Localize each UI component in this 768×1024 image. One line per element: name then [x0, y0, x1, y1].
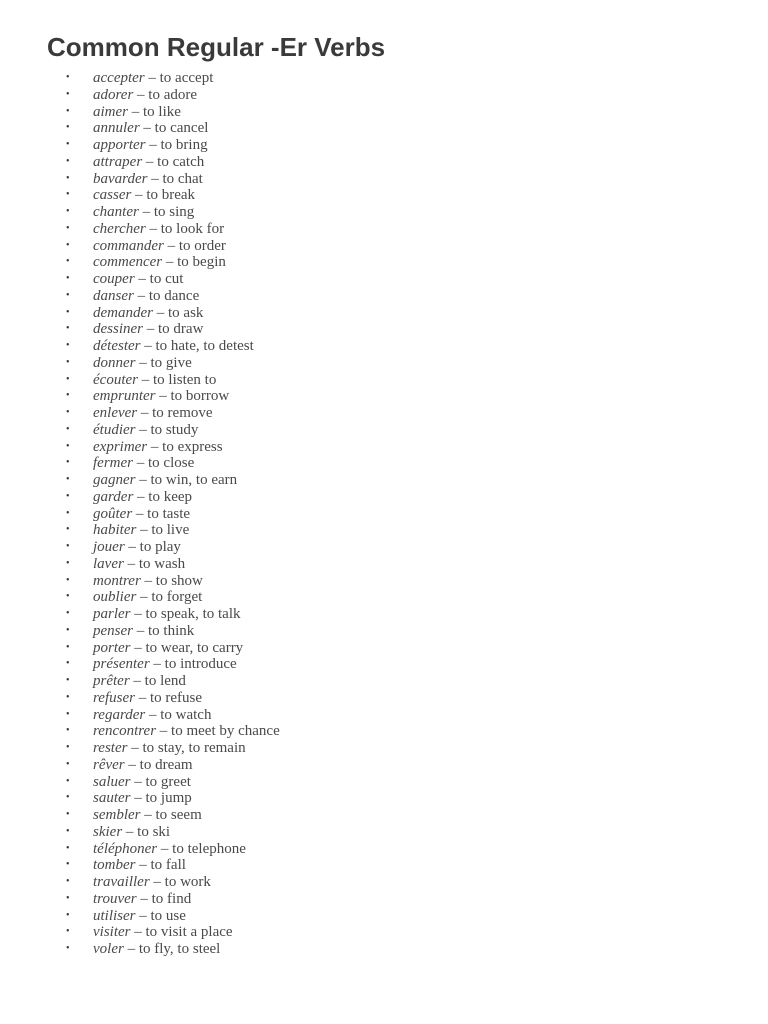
english-meaning: to borrow: [170, 388, 230, 405]
verb-entry: [93, 137, 208, 154]
bullet-icon: •: [66, 155, 70, 167]
bullet-icon: •: [66, 541, 70, 552]
verb-entry: [93, 941, 220, 958]
bullet-icon: •: [66, 122, 70, 134]
verb-entry: [93, 924, 233, 941]
english-meaning: to greet: [145, 773, 191, 790]
english-meaning: to show: [155, 572, 203, 589]
verb-entry: [93, 489, 192, 506]
english-meaning: to telephone: [172, 840, 246, 857]
french-verb: sauter: [93, 790, 131, 807]
french-verb: rêver: [93, 756, 125, 773]
verb-entry: [93, 740, 246, 757]
english-meaning: to introduce: [164, 656, 237, 673]
separator: –: [130, 606, 146, 622]
english-meaning: to wear, to carry: [145, 639, 244, 656]
english-meaning: to work: [164, 874, 211, 890]
separator: –: [133, 86, 149, 103]
separator: –: [122, 823, 138, 840]
verb-entry: [93, 338, 254, 355]
bullet-icon: •: [66, 222, 70, 234]
separator: –: [135, 354, 151, 371]
verb-entry: [93, 388, 229, 405]
verb-entry: [93, 472, 237, 489]
french-verb: rester: [93, 740, 128, 756]
bullet-icon: •: [66, 390, 70, 402]
verb-entry: [93, 254, 226, 271]
separator: –: [156, 723, 172, 740]
separator: –: [132, 505, 148, 522]
english-meaning: to listen to: [152, 371, 217, 388]
french-verb: penser: [93, 622, 133, 639]
verb-entry: [93, 87, 197, 104]
french-verb: sembler: [93, 807, 141, 823]
bullet-icon: •: [66, 340, 70, 351]
english-meaning: to look for: [160, 220, 225, 237]
english-meaning: to visit a place: [145, 924, 233, 941]
english-meaning: to study: [150, 421, 199, 438]
separator: –: [145, 137, 161, 153]
bullet-icon: •: [66, 926, 70, 938]
verb-entry: [93, 372, 216, 389]
french-verb: habiter: [93, 522, 137, 539]
french-verb: utiliser: [93, 907, 136, 924]
verb-entry: [93, 539, 181, 556]
separator: –: [136, 522, 152, 539]
verb-entry: [93, 908, 186, 925]
verb-entry: [93, 707, 211, 724]
verb-entry: [93, 221, 224, 238]
bullet-icon: •: [66, 440, 70, 452]
separator: –: [127, 740, 143, 756]
separator: –: [137, 371, 153, 388]
english-meaning: to accept: [159, 70, 214, 86]
verb-entry: [93, 120, 208, 137]
english-meaning: to express: [162, 438, 223, 455]
verb-entry: [93, 874, 211, 891]
bullet-icon: •: [66, 658, 70, 670]
french-verb: présenter: [93, 656, 150, 673]
separator: –: [128, 103, 143, 120]
english-meaning: to order: [178, 237, 226, 254]
verb-entry: [93, 790, 192, 807]
bullet-icon: •: [66, 809, 70, 820]
separator: –: [133, 287, 149, 304]
separator: –: [130, 639, 146, 656]
english-meaning: to forget: [151, 589, 203, 606]
english-meaning: to hate, to detest: [155, 338, 254, 354]
verb-entry: [93, 841, 246, 858]
french-verb: étudier: [93, 421, 136, 438]
bullet-icon: •: [66, 758, 70, 770]
bullet-icon: •: [66, 825, 70, 837]
verb-entry: [93, 455, 194, 472]
english-meaning: to ski: [137, 823, 171, 840]
separator: –: [137, 405, 153, 421]
english-meaning: to like: [143, 103, 181, 120]
verb-entry: [93, 187, 195, 204]
french-verb: gagner: [93, 472, 136, 488]
bullet-icon: •: [66, 507, 70, 519]
french-verb: regarder: [93, 706, 146, 723]
english-meaning: to find: [151, 890, 192, 907]
french-verb: annuler: [93, 120, 140, 137]
separator: –: [147, 438, 163, 455]
english-meaning: to give: [150, 354, 192, 371]
verb-entry: [93, 573, 203, 590]
french-verb: laver: [93, 555, 124, 572]
english-meaning: to draw: [158, 321, 204, 338]
bullet-icon: •: [66, 172, 70, 184]
english-meaning: to speak, to talk: [145, 606, 241, 622]
english-meaning: to jump: [145, 790, 192, 807]
verb-entry: [93, 606, 240, 623]
french-verb: voler: [93, 941, 124, 957]
english-meaning: to dream: [139, 756, 193, 773]
verb-entry: [93, 271, 183, 288]
separator: –: [140, 338, 156, 354]
separator: –: [153, 304, 168, 321]
english-meaning: to live: [151, 522, 190, 539]
french-verb: rencontrer: [93, 723, 157, 740]
french-verb: saluer: [93, 773, 131, 790]
bullet-icon: •: [66, 423, 70, 435]
english-meaning: to dance: [148, 287, 200, 304]
french-verb: donner: [93, 354, 136, 371]
french-verb: refuser: [93, 689, 135, 706]
separator: –: [134, 271, 150, 287]
french-verb: aimer: [93, 103, 128, 120]
verb-entry: [93, 589, 202, 606]
english-meaning: to win, to earn: [150, 472, 238, 488]
bullet-icon: •: [66, 239, 70, 251]
verb-entry: [93, 405, 213, 422]
verb-entry: [93, 238, 226, 255]
french-verb: téléphoner: [93, 840, 158, 857]
english-meaning: to wash: [138, 555, 186, 572]
french-verb: exprimer: [93, 438, 148, 455]
bullet-icon: •: [66, 273, 70, 284]
bullet-icon: •: [66, 557, 70, 569]
verb-entry: [93, 154, 204, 171]
english-meaning: to refuse: [149, 689, 203, 706]
verb-entry: [93, 774, 191, 791]
english-meaning: to begin: [177, 254, 226, 271]
english-meaning: to lend: [144, 673, 186, 689]
bullet-icon: •: [66, 474, 70, 485]
french-verb: visiter: [93, 924, 131, 941]
verb-entry: [93, 623, 194, 640]
english-meaning: to adore: [148, 86, 198, 103]
separator: –: [147, 170, 163, 187]
separator: –: [135, 421, 151, 438]
verb-entry: [93, 824, 170, 841]
english-meaning: to fall: [150, 857, 186, 874]
bullet-icon: •: [66, 457, 70, 469]
french-verb: enlever: [93, 405, 138, 421]
separator: –: [124, 756, 140, 773]
french-verb: oublier: [93, 589, 137, 606]
bullet-icon: •: [66, 306, 70, 318]
bullet-icon: •: [66, 490, 70, 502]
separator: –: [136, 890, 152, 907]
verb-entry: [93, 891, 191, 908]
verb-entry: [93, 723, 280, 740]
verb-entry: [93, 422, 198, 439]
separator: –: [135, 857, 151, 874]
french-verb: dessiner: [93, 321, 143, 338]
bullet-icon: •: [66, 842, 70, 854]
separator: –: [133, 455, 148, 472]
english-meaning: to catch: [157, 153, 205, 170]
french-verb: garder: [93, 488, 134, 505]
french-verb: détester: [93, 338, 141, 354]
bullet-icon: •: [66, 641, 70, 653]
verb-entry: [93, 506, 190, 523]
verb-entry: [93, 439, 223, 456]
bullet-icon: •: [66, 356, 70, 368]
verb-entry: [93, 104, 181, 121]
bullet-icon: •: [66, 323, 70, 335]
separator: –: [149, 656, 165, 673]
separator: –: [139, 120, 155, 137]
bullet-icon: •: [66, 591, 70, 603]
separator: –: [135, 907, 151, 924]
french-verb: porter: [93, 639, 131, 656]
separator: –: [145, 706, 161, 723]
verb-entry: [93, 355, 192, 372]
bullet-icon: •: [66, 775, 70, 787]
bullet-icon: •: [66, 725, 70, 737]
separator: –: [145, 220, 161, 237]
english-meaning: to stay, to remain: [142, 740, 246, 756]
french-verb: adorer: [93, 86, 134, 103]
separator: –: [131, 187, 147, 204]
separator: –: [163, 237, 179, 254]
separator: –: [138, 204, 154, 220]
separator: –: [123, 941, 139, 957]
french-verb: casser: [93, 187, 132, 204]
english-meaning: to break: [146, 187, 196, 204]
bullet-icon: •: [66, 675, 70, 686]
bullet-icon: •: [66, 943, 70, 954]
english-meaning: to ask: [168, 304, 204, 321]
bullet-icon: •: [66, 256, 70, 268]
english-meaning: to fly, to steel: [138, 941, 221, 957]
verb-entry: [93, 656, 237, 673]
separator: –: [140, 572, 156, 589]
bullet-icon: •: [66, 373, 70, 385]
french-verb: fermer: [93, 455, 133, 472]
separator: –: [162, 254, 178, 271]
english-meaning: to chat: [162, 170, 203, 187]
verb-entry: [93, 171, 203, 188]
separator: –: [133, 622, 148, 639]
separator: –: [136, 589, 152, 606]
separator: –: [134, 689, 150, 706]
separator: –: [144, 70, 160, 86]
page-title: Common Regular -Er Verbs: [47, 32, 386, 62]
bullet-icon: •: [66, 909, 70, 921]
english-meaning: to think: [148, 622, 195, 639]
french-verb: apporter: [93, 137, 146, 153]
bullet-icon: •: [66, 407, 70, 418]
bullet-icon: •: [66, 624, 70, 636]
french-verb: commander: [93, 237, 164, 254]
french-verb: accepter: [93, 70, 145, 86]
separator: –: [155, 388, 171, 405]
verb-entry: [93, 522, 189, 539]
verb-entry: [93, 690, 202, 707]
bullet-icon: •: [66, 608, 70, 619]
verb-entry: [93, 305, 203, 322]
separator: –: [135, 472, 151, 488]
bullet-icon: •: [66, 708, 70, 720]
english-meaning: to taste: [147, 505, 191, 522]
verb-entry: [93, 807, 202, 824]
separator: –: [143, 321, 158, 338]
french-verb: attraper: [93, 153, 143, 170]
verb-entry: [93, 204, 194, 221]
bullet-icon: •: [66, 859, 70, 871]
verb-entry: [93, 857, 186, 874]
french-verb: chercher: [93, 220, 146, 237]
french-verb: prêter: [93, 673, 130, 689]
verb-entry: [93, 321, 203, 338]
bullet-icon: •: [66, 289, 70, 301]
french-verb: montrer: [93, 572, 141, 589]
bullet-icon: •: [66, 189, 70, 201]
bullet-icon: •: [66, 72, 70, 83]
french-verb: trouver: [93, 890, 137, 907]
french-verb: couper: [93, 271, 135, 287]
english-meaning: to sing: [153, 204, 195, 220]
separator: –: [130, 924, 146, 941]
verb-entry: [93, 673, 186, 690]
verb-entry: [93, 70, 213, 87]
english-meaning: to bring: [160, 137, 208, 153]
bullet-icon: •: [66, 574, 70, 586]
french-verb: emprunter: [93, 388, 156, 405]
english-meaning: to close: [148, 455, 195, 472]
french-verb: commencer: [93, 254, 163, 271]
french-verb: demander: [93, 304, 153, 321]
separator: –: [129, 673, 145, 689]
french-verb: danser: [93, 287, 134, 304]
french-verb: écouter: [93, 371, 138, 388]
bullet-icon: •: [66, 524, 70, 536]
bullet-icon: •: [66, 892, 70, 904]
english-meaning: to cancel: [154, 120, 209, 137]
separator: –: [130, 790, 146, 807]
verb-entry: [93, 556, 185, 573]
english-meaning: to play: [139, 539, 181, 555]
english-meaning: to seem: [155, 807, 202, 823]
english-meaning: to keep: [148, 488, 193, 505]
separator: –: [124, 539, 140, 555]
french-verb: travailler: [93, 874, 150, 890]
bullet-icon: •: [66, 88, 70, 100]
french-verb: goûter: [93, 505, 133, 522]
verb-entry: [93, 640, 243, 657]
english-meaning: to watch: [160, 706, 212, 723]
english-meaning: to use: [150, 907, 186, 924]
bullet-icon: •: [66, 206, 70, 217]
verb-entry: [93, 288, 199, 305]
separator: –: [149, 874, 165, 890]
bullet-icon: •: [66, 742, 70, 753]
english-meaning: to cut: [149, 271, 184, 287]
bullet-icon: •: [66, 105, 70, 117]
english-meaning: to meet by chance: [171, 723, 280, 740]
separator: –: [133, 488, 149, 505]
french-verb: skier: [93, 823, 123, 840]
verb-entry: [93, 757, 193, 774]
english-meaning: to remove: [152, 405, 213, 421]
bullet-icon: •: [66, 876, 70, 887]
separator: –: [142, 153, 158, 170]
bullet-icon: •: [66, 792, 70, 804]
separator: –: [157, 840, 173, 857]
bullet-icon: •: [66, 139, 70, 150]
french-verb: parler: [93, 606, 131, 622]
separator: –: [130, 773, 146, 790]
bullet-icon: •: [66, 691, 70, 703]
french-verb: tomber: [93, 857, 136, 874]
separator: –: [123, 555, 139, 572]
french-verb: chanter: [93, 204, 139, 220]
separator: –: [140, 807, 156, 823]
french-verb: bavarder: [93, 170, 148, 187]
french-verb: jouer: [93, 539, 125, 555]
